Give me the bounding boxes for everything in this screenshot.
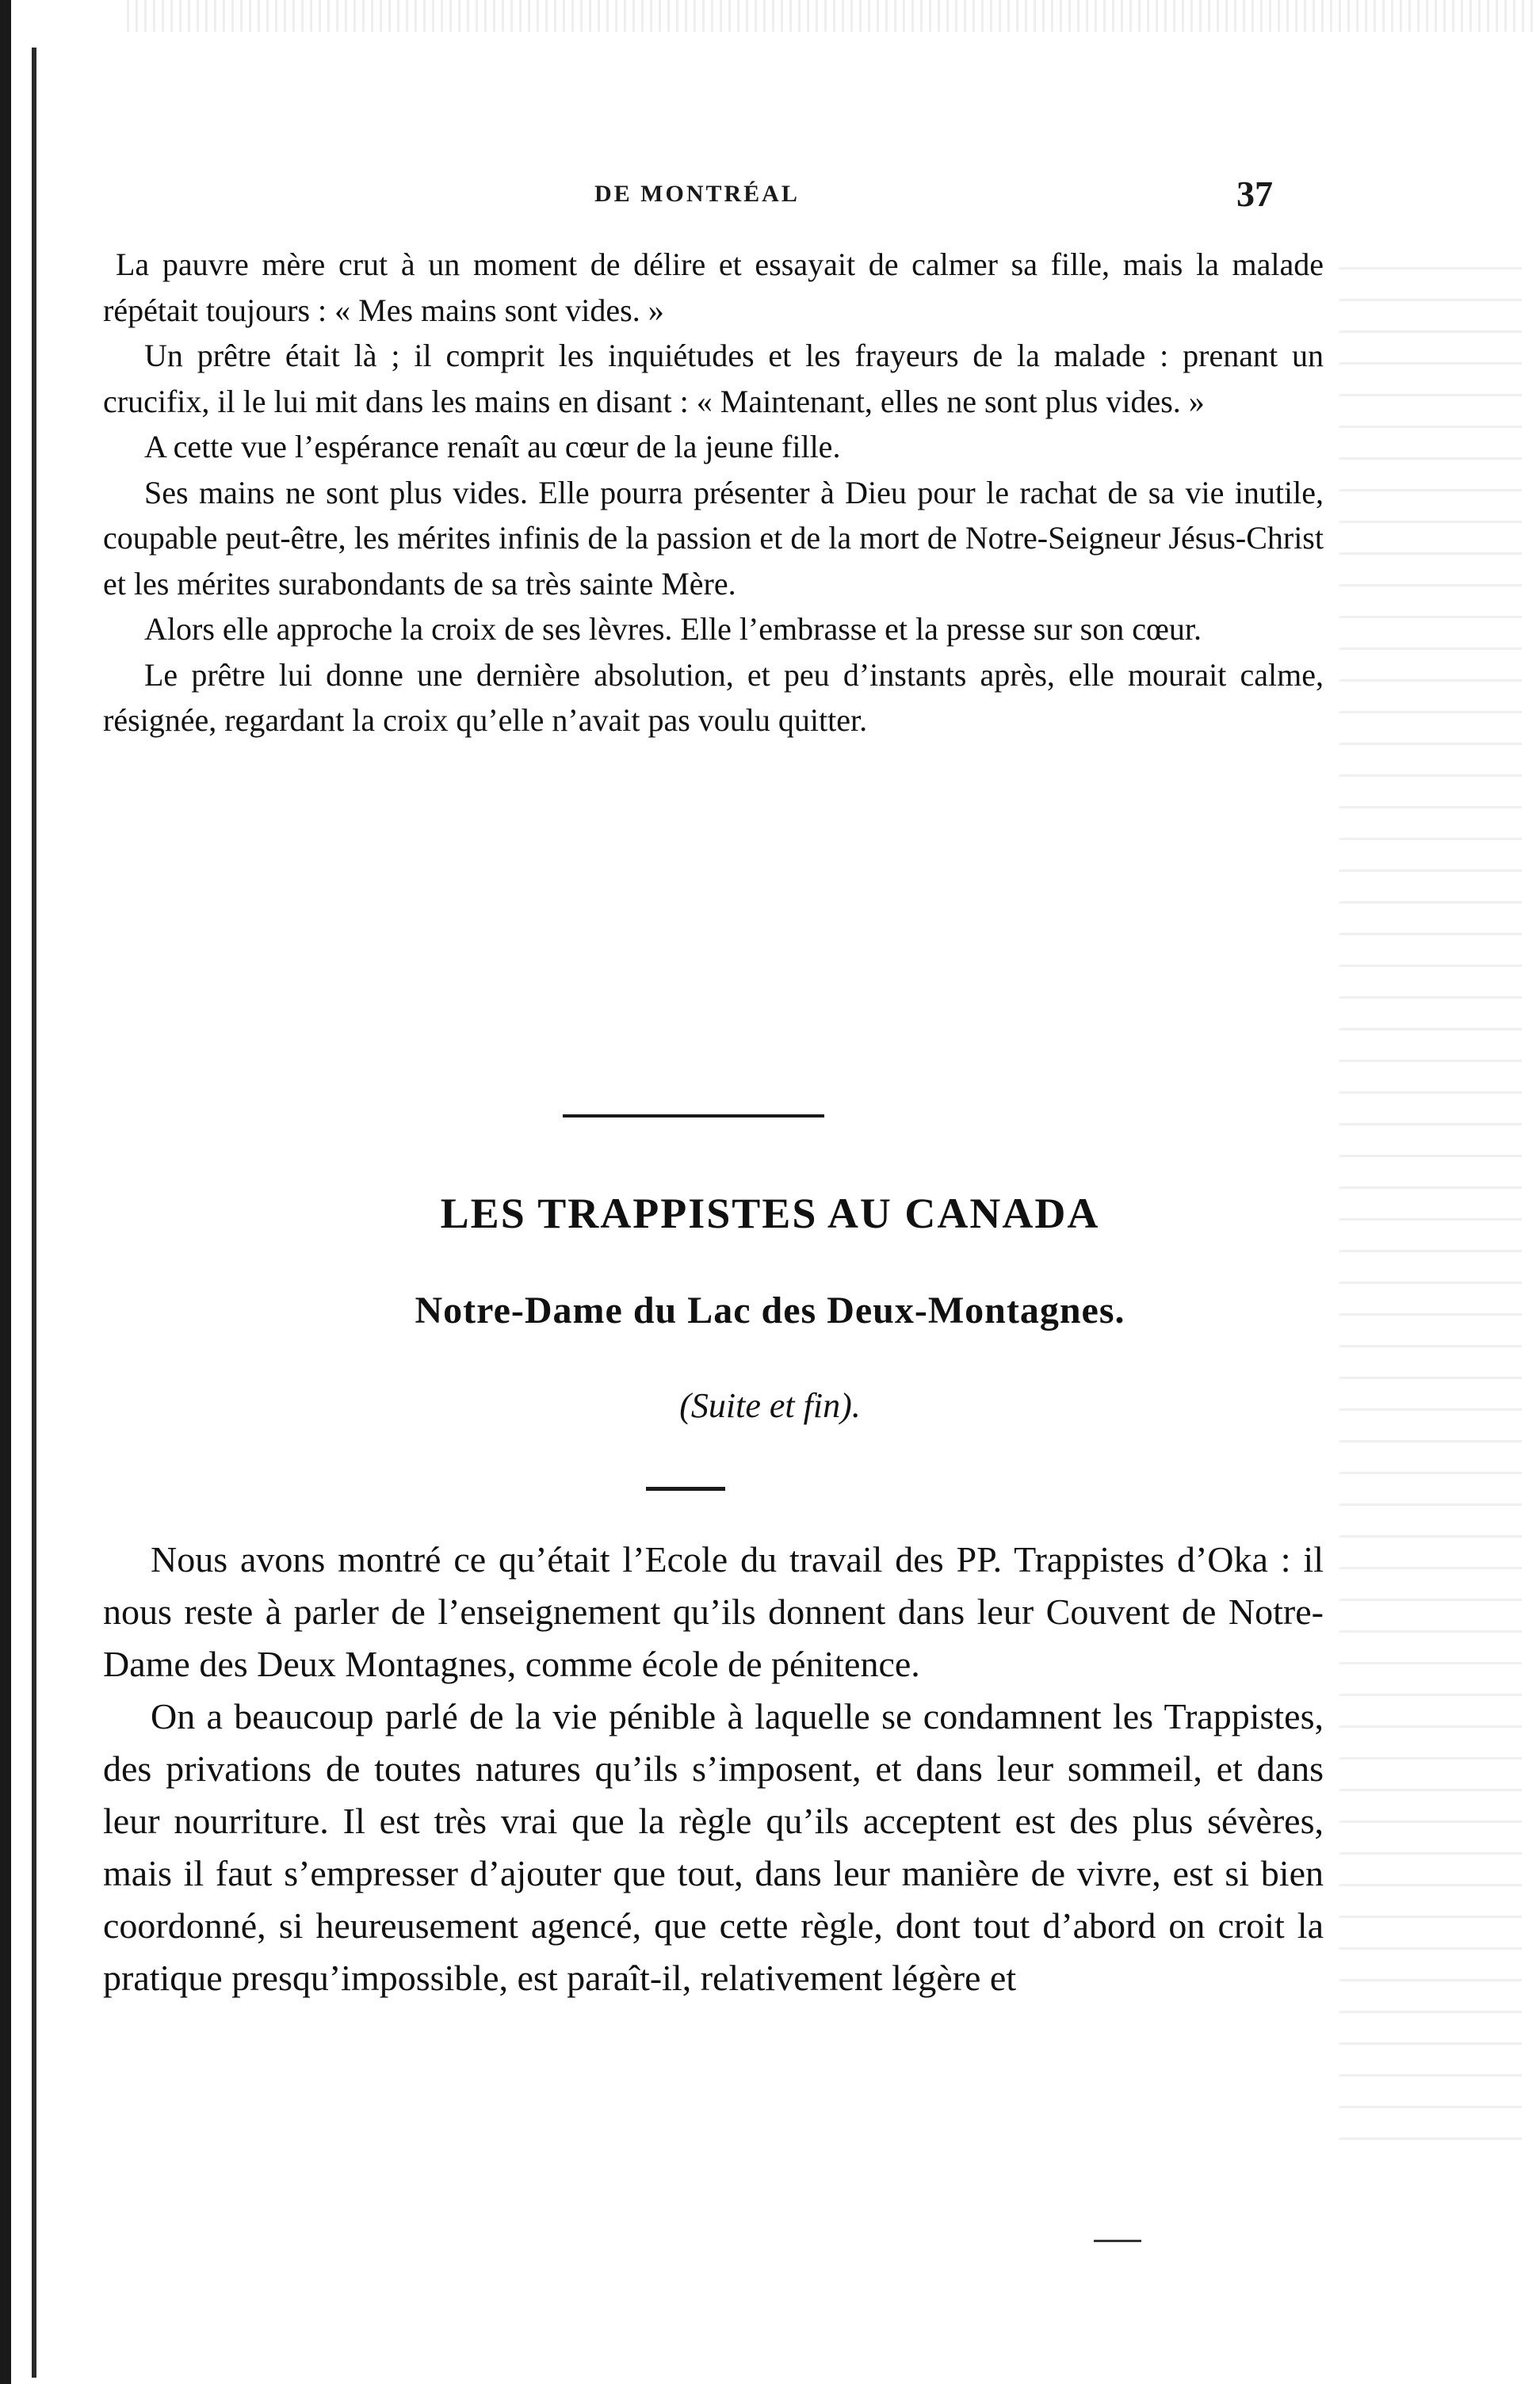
paragraph: On a beaucoup parlé de la vie pénible à laquelle se condamnent les Trappistes, des privations de toutes natures qu’ils s’imposent, et dans leur sommeil, et dans leur nourriture. Il est très vrai que la règle qu’ils acceptent est des plus sévères, mais il faut s’empresser d’ajouter que tout, dans leur manière de vivre, est si bien coordonné, si heureusement agencé, que cette règle, dont tout d’abord on croit la pratique presqu’impossible, est paraît-il, relativement légère et [103,1696,1324,1998]
paragraph: A cette vue l’espérance renaît au cœur de la jeune fille. [144,429,841,464]
paragraph: Alors elle approche la croix de ses lèvres. Elle l’embrasse et la presse sur son cœur. [144,611,1202,647]
paragraph: Le prêtre lui donne une dernière absolution, et peu d’instants après, elle mourait calme, résignée, regardant la croix qu’elle n’avait pas voulu quitter. [103,656,1324,738]
scan-top-noise [127,0,1538,32]
top-text-block [103,242,1324,743]
bottom-text-block [103,1534,1324,2004]
bottom-dash-mark [1094,2240,1141,2242]
section-divider-rule [563,1114,824,1118]
paragraph: Nous avons montré ce qu’était l’Ecole du travail des PP. Trappistes d’Oka : il nous reste à parler de l’enseignement qu’ils donnent dans leur Couvent de Notre-Dame des Deux Montagnes, comme école de pénitence. [103,1539,1324,1684]
page-number: 37 [1236,174,1273,214]
paragraph: Un prêtre était là ; il comprit les inquiétudes et les frayeurs de la malade : prenant un crucifix, il le lui mit dans les mains en disant : « Maintenant, elles ne sont plus vides. » [103,338,1324,419]
running-header [0,174,1540,220]
section-note: (Suite et fin). [679,1386,861,1425]
section-subtitle: Notre-Dame du Lac des Deux-Montagnes. [415,1289,1125,1331]
paragraph: Ses mains ne sont plus vides. Elle pourra présenter à Dieu pour le rachat de sa vie inutile, coupable peut-être, les mérites infinis de la passion et de la mort de Notre-Seigneur Jésus-Christ et les mérites surabondants de sa très sainte Mère. [103,474,1324,602]
section-title: LES TRAPPISTES AU CANADA [440,1190,1100,1237]
running-title: DE MONTRÉAL [594,181,800,207]
paragraph: La pauvre mère crut à un moment de délire et essayait de calmer sa fille, mais la malade répétait toujours : « Mes mains sont vides. » [103,246,1324,328]
short-divider-rule [646,1487,725,1491]
